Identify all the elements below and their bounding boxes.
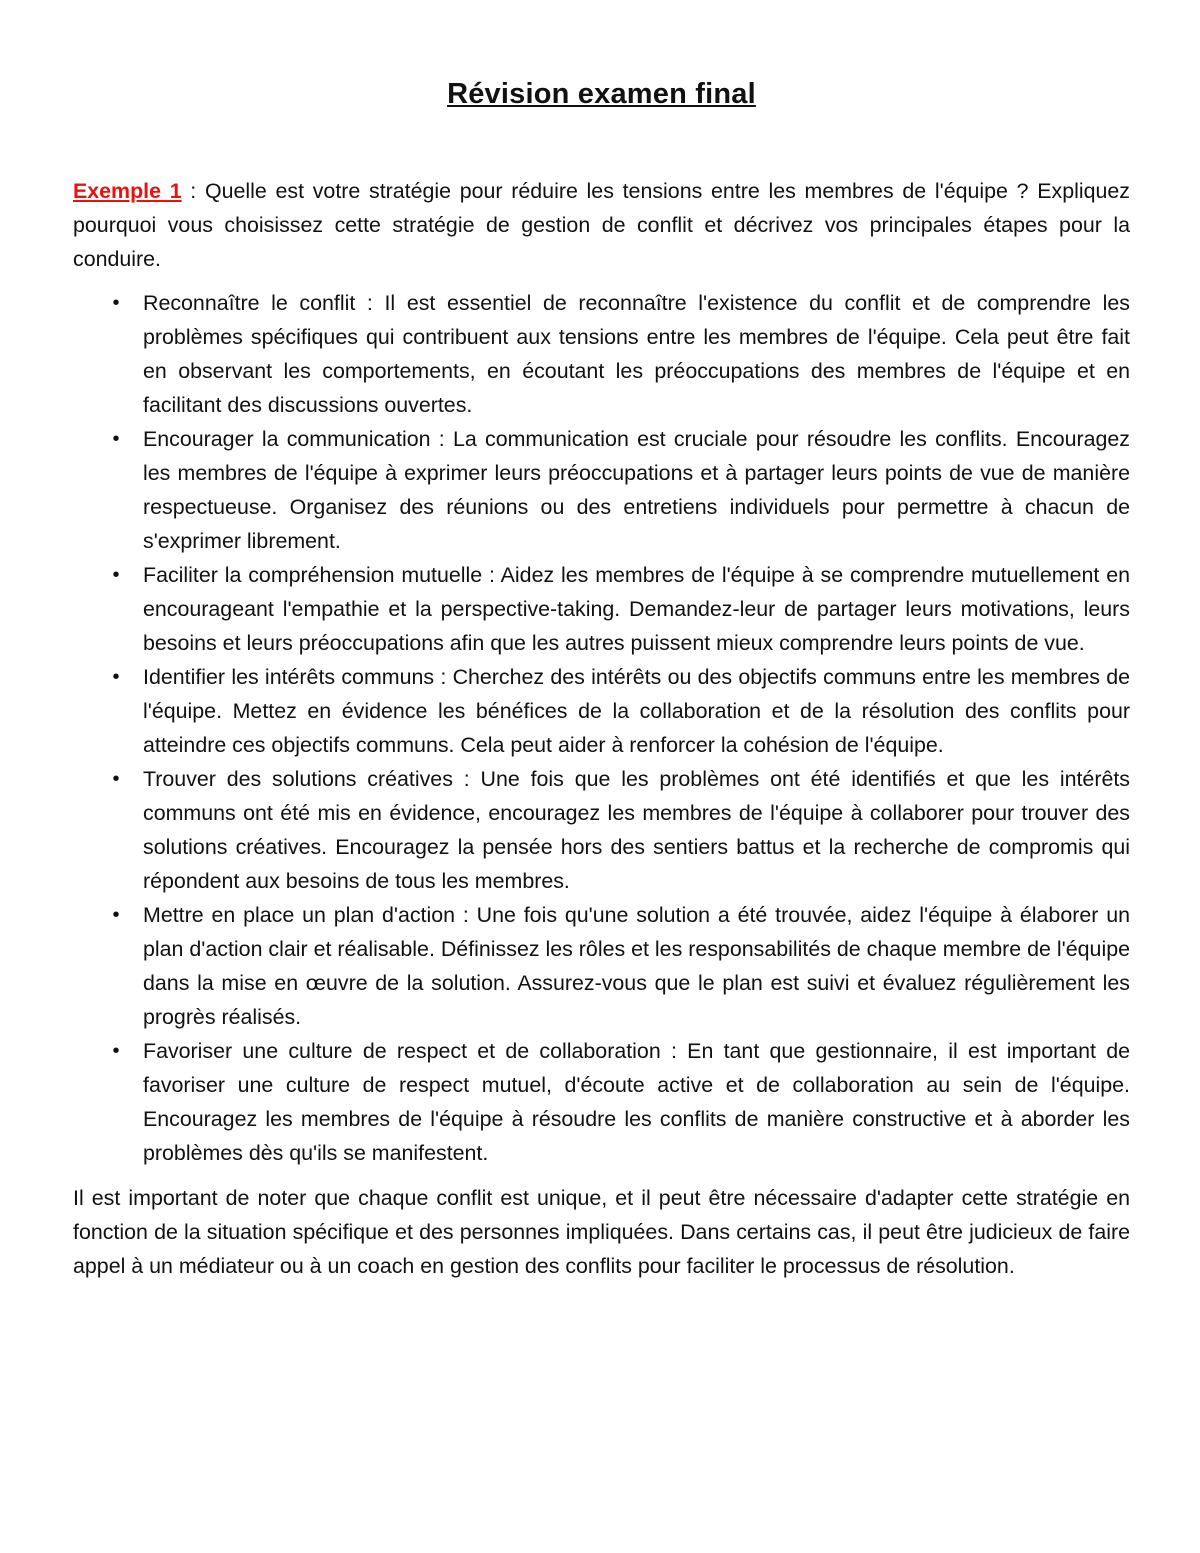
list-item-text: Faciliter la compréhension mutuelle : Aidez les membres de l'équipe à se comprendre mutuellement en encourageant l'empathie et la perspective-taking. Demandez-leur de partager leurs motivations, leurs besoins et leurs préoccupations afin que les autres puissent mieux comprendre leurs points de vue.: [143, 563, 1130, 655]
list-item: [73, 558, 1130, 660]
list-item-text: Trouver des solutions créatives : Une fois que les problèmes ont été identifiés et que les intérêts communs ont été mis en évidence, encouragez les membres de l'équipe à collaborer pour trouver des solutions créatives. Encouragez la pensée hors des sentiers battus et la recherche de compromis qui répondent aux besoins de tous les membres.: [143, 767, 1130, 893]
strategy-list: [73, 286, 1130, 1170]
bullet-icon: •: [112, 292, 120, 314]
bullet-icon: •: [112, 564, 120, 586]
list-item: [73, 762, 1130, 898]
bullet-icon: •: [112, 666, 120, 688]
list-item-text: Identifier les intérêts communs : Cherchez des intérêts ou des objectifs communs entre les membres de l'équipe. Mettez en évidence les bénéfices de la collaboration et de la résolution des conflits pour atteindre ces objectifs communs. Cela peut aider à renforcer la cohésion de l'équipe.: [143, 665, 1130, 757]
bullet-icon: •: [112, 768, 120, 790]
list-item: [73, 286, 1130, 422]
list-item-text: Encourager la communication : La communication est cruciale pour résoudre les conflits. Encouragez les membres de l'équipe à exprimer leurs préoccupations et à partager leurs points de vue de manière respectueuse. Organisez des réunions ou des entretiens individuels pour permettre à chacun de s'exprimer librement.: [143, 427, 1130, 553]
list-item: [73, 660, 1130, 762]
bullet-icon: •: [112, 428, 120, 450]
bullet-icon: •: [112, 904, 120, 926]
bullet-icon: •: [112, 1040, 120, 1062]
page-title: Révision examen final: [447, 78, 756, 110]
list-item-text: Mettre en place un plan d'action : Une fois qu'une solution a été trouvée, aidez l'équipe à élaborer un plan d'action clair et réalisable. Définissez les rôles et les responsabilités de chaque membre de l'équipe dans la mise en œuvre de la solution. Assurez-vous que le plan est suivi et évaluez régulièrement les progrès réalisés.: [143, 903, 1130, 1029]
list-item-text: Reconnaître le conflit : Il est essentiel de reconnaître l'existence du conflit et de comprendre les problèmes spécifiques qui contribuent aux tensions entre les membres de l'équipe. Cela peut être fait en observant les comportements, en écoutant les préoccupations des membres de l'équipe et en facilitant des discussions ouvertes.: [143, 291, 1130, 417]
conclusion-paragraph: Il est important de noter que chaque conflit est unique, et il peut être nécessaire d'adapter cette stratégie en fonction de la situation spécifique et des personnes impliquées. Dans certains cas, il peut être judicieux de faire appel à un médiateur ou à un coach en gestion des conflits pour faciliter le processus de résolution.: [73, 1186, 1130, 1278]
question-text: : Quelle est votre stratégie pour réduire les tensions entre les membres de l'équipe ? Expliquez pourquoi vous choisissez cette stratégie de gestion de conflit et décrivez vos principales étapes pour la conduire.: [73, 179, 1130, 271]
list-item-text: Favoriser une culture de respect et de collaboration : En tant que gestionnaire, il est important de favoriser une culture de respect mutuel, d'écoute active et de collaboration au sein de l'équipe. Encouragez les membres de l'équipe à résoudre les conflits de manière constructive et à aborder les problèmes dès qu'ils se manifestent.: [143, 1039, 1130, 1165]
question-paragraph: [73, 174, 1130, 276]
list-item: [73, 1034, 1130, 1170]
list-item: [73, 422, 1130, 558]
example-label: Exemple 1: [73, 179, 182, 203]
list-item: [73, 898, 1130, 1034]
